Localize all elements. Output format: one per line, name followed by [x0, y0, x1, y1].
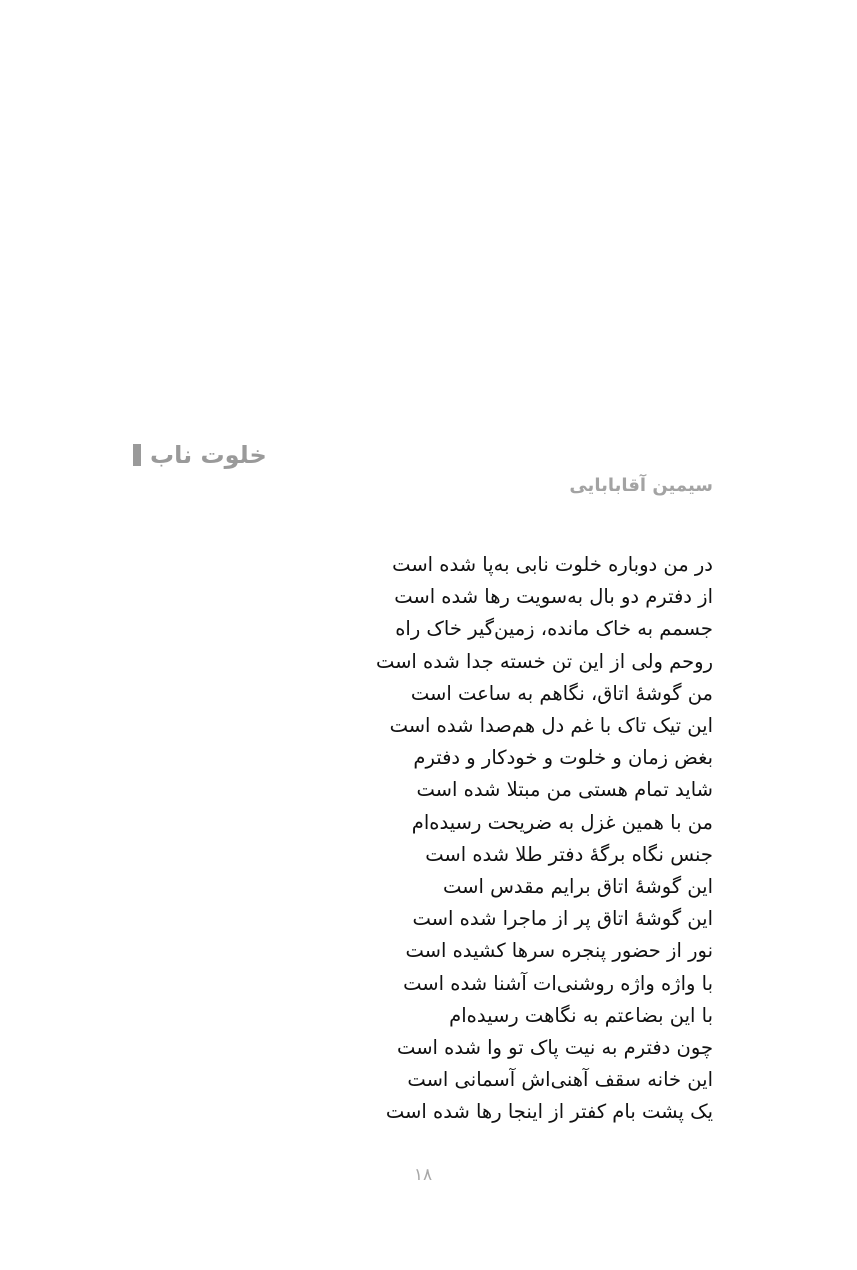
- poem-content: [133, 440, 713, 1129]
- verse-line: این گوشهٔ اتاق برایم مقدس است: [442, 875, 713, 899]
- verse-line: من گوشهٔ اتاق، نگاهم به ساعت است: [410, 681, 713, 705]
- poem-author: سیمین آقابابایی: [569, 475, 713, 496]
- verse-line: بغض زمان و خلوت و خودکار و دفترم: [413, 746, 713, 770]
- verse-line: من با همین غزل به ضریحت رسیده‌ام: [411, 810, 713, 834]
- verse-line: جنس نگاه برگهٔ دفتر طلا شده است: [425, 842, 713, 866]
- verse-line: شاید تمام هستی من مبتلا شده است: [416, 778, 713, 802]
- verse-line: جسمم به خاک مانده، زمین‌گیر خاک راه: [395, 617, 713, 641]
- page-number: ۱۸: [413, 1165, 433, 1185]
- page-title: خلوت ناب: [150, 441, 267, 469]
- poem-header: [133, 440, 713, 499]
- verse-line: از دفترم دو بال به‌سویت رها شده است: [394, 585, 713, 609]
- verse-line: نور از حضور پنجره سرها کشیده است: [405, 939, 713, 963]
- verse-line: روحم ولی از این تن خسته جدا شده است: [375, 649, 713, 673]
- verse-line: این تیک تاک با غم دل هم‌صدا شده است: [389, 714, 713, 738]
- verse-line: یک پشت بام کفتر از اینجا رها شده است: [385, 1100, 713, 1124]
- vertical-bar-icon: [133, 444, 141, 466]
- verse-line: این گوشهٔ اتاق پر از ماجرا شده است: [412, 907, 713, 931]
- verse-line: در من دوباره خلوت نابی به‌پا شده است: [392, 553, 713, 576]
- verse-line: با واژه واژه روشنی‌ات آشنا شده است: [403, 971, 713, 995]
- verse-line: این خانه سقف آهنی‌اش آسمانی است: [407, 1068, 713, 1092]
- verse-line: چون دفترم به نیت پاک تو وا شده است: [397, 1036, 713, 1060]
- poem-title-row: [133, 440, 713, 470]
- verse-body: [133, 549, 713, 1129]
- verse-line: با این بضاعتم به نگاهت رسیده‌ام: [449, 1003, 713, 1027]
